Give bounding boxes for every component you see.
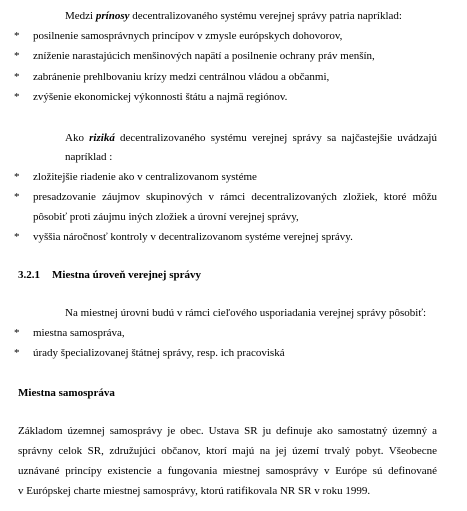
pros-intro-emphasis: prínosy — [95, 10, 130, 22]
paragraph-line-4: v Európskej charte miestnej samosprávy, ktorú ratifikovala NR SR v roku 1999. — [18, 485, 371, 497]
paragraph-line-1: Základom územnej samosprávy je obec. Ustava SR ju definuje ako samostatný územný a — [18, 425, 437, 437]
bullet-marker: * — [14, 171, 20, 183]
bullet-marker: * — [14, 347, 20, 359]
pros-item-2: zníženie narastajúcich menšinových napätí a posilnenie ochrany práv menšín, — [33, 50, 375, 62]
section-number: 3.2.1 — [18, 269, 40, 281]
risks-intro-before: Ako — [65, 132, 90, 144]
bullet-marker: * — [14, 327, 20, 339]
risks-intro-after: decentralizovaného systému verejnej správy sa najčastejšie uvádzajú — [114, 132, 437, 144]
risks-item-3: vyššia náročnosť kontroly v decentralizovanom systéme verejnej správy. — [33, 231, 353, 243]
pros-intro — [65, 9, 402, 23]
bullet-marker: * — [14, 91, 20, 103]
risks-intro-line2: napríklad : — [65, 151, 113, 163]
pros-item-3: zabránenie prehlbovaniu krízy medzi centrálnou vládou a občanmi, — [33, 71, 330, 83]
pros-item-1: posilnenie samosprávnych princípov v zmysle európskych dohovorov, — [33, 30, 343, 42]
risks-item-2-line2: pôsobiť proti záujmu iných zložiek a úrovní verejnej správy, — [33, 211, 299, 223]
section-intro: Na miestnej úrovni budú v rámci cieľového usporiadania verejnej správy pôsobiť: — [65, 307, 427, 319]
risks-item-2-line1: presadzovanie záujmov skupinových v rámci decentralizovaných zložiek, ktoré môžu — [33, 191, 437, 203]
pros-intro-before: Medzi — [65, 10, 96, 22]
risks-intro — [65, 131, 437, 145]
bullet-marker: * — [14, 231, 20, 243]
pros-intro-after: decentralizovaného systému verejnej správy patria napríklad: — [129, 10, 402, 22]
bullet-marker: * — [14, 71, 20, 83]
paragraph-line-2: správny celok SR, združujúci občanov, ktorí majú na jej území trvalý pobyt. Všeobecne — [18, 445, 437, 457]
section-heading — [18, 268, 201, 282]
pros-item-4: zvýšenie ekonomickej výkonnosti štátu a najmä regiónov. — [33, 91, 288, 103]
paragraph-line-3: uznávané princípy existencie a fungovania miestnej samosprávy v Európe sú definované — [18, 465, 437, 477]
bullet-marker: * — [14, 191, 20, 203]
bullet-marker: * — [14, 30, 20, 42]
subsection-heading: Miestna samospráva — [18, 387, 115, 399]
section-item-1: miestna samospráva, — [33, 327, 125, 339]
risks-intro-emphasis: riziká — [89, 132, 115, 144]
section-item-2: úrady špecializovanej štátnej správy, resp. ich pracoviská — [33, 347, 285, 359]
bullet-marker: * — [14, 50, 20, 62]
risks-item-1: zložitejšie riadenie ako v centralizovanom systéme — [33, 171, 257, 183]
section-title: Miestna úroveň verejnej správy — [52, 269, 201, 281]
